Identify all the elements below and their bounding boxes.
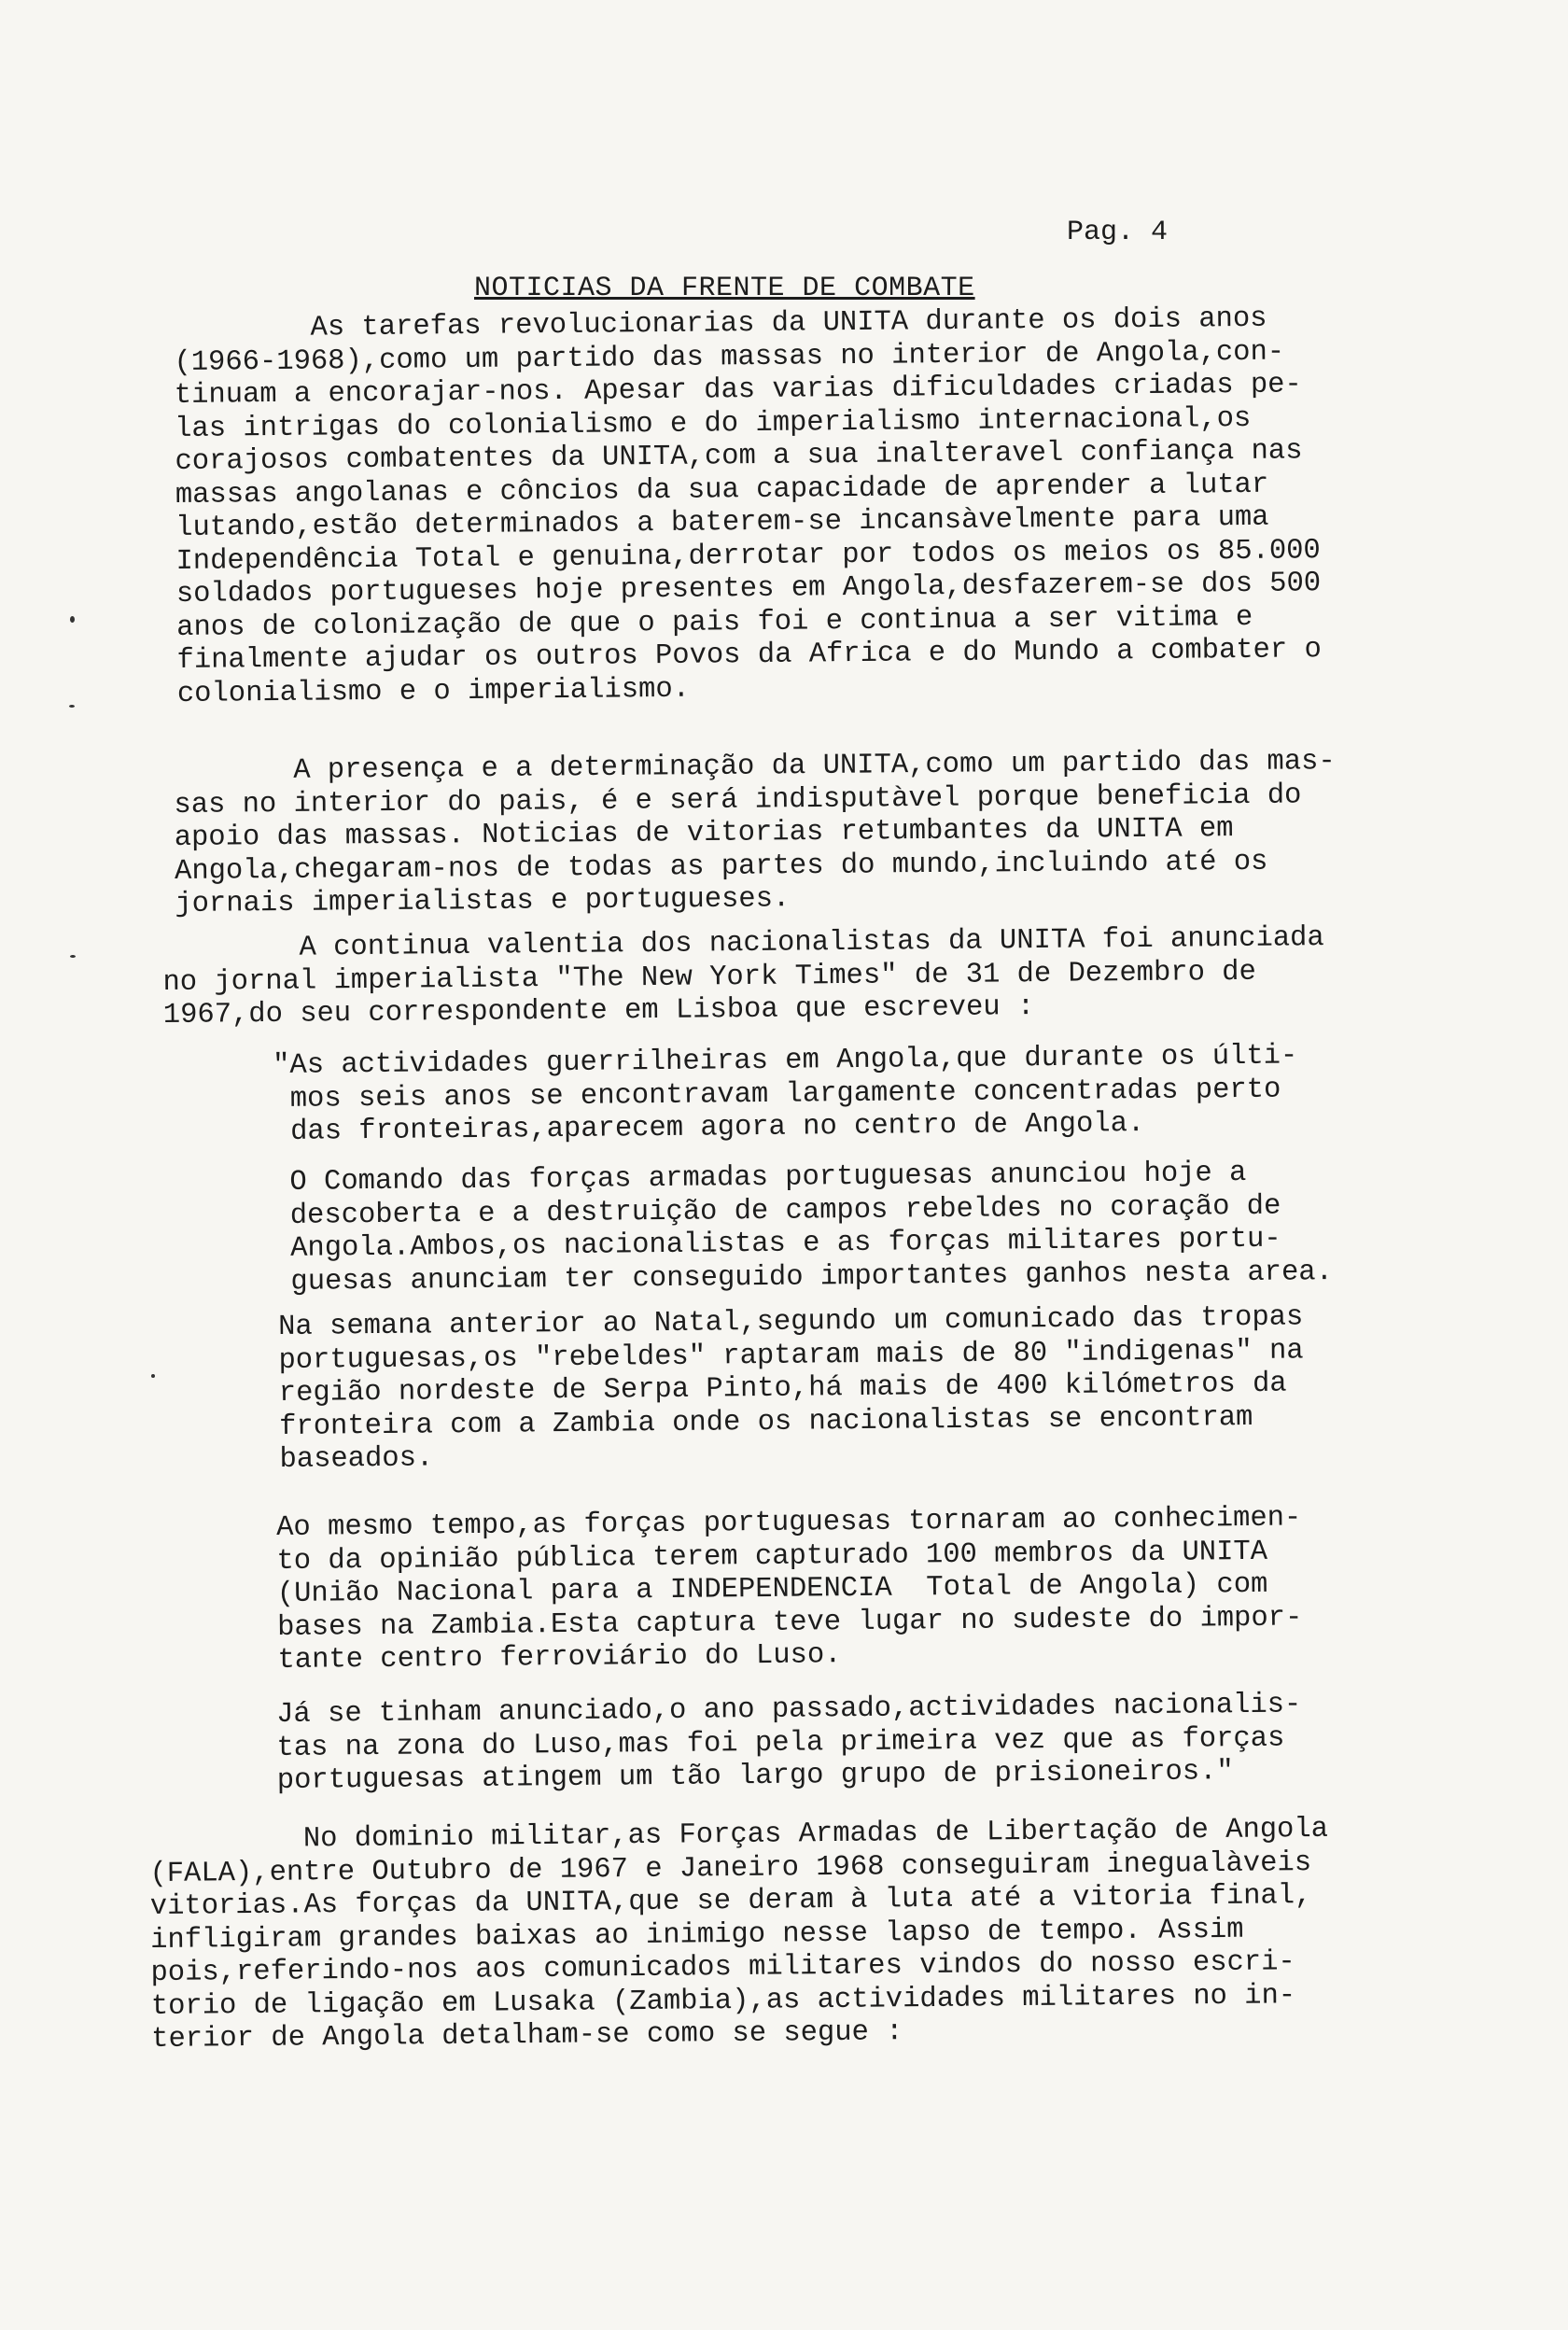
margin-mark <box>70 616 75 623</box>
text-line: finalmente ajudar os outros Povos da Africa e do Mundo a combater o <box>176 634 1322 677</box>
text-line: mos seis anos se encontravam largamente concentradas perto <box>273 1074 1281 1116</box>
text-line: corajosos combatentes da UNITA,com a sua inalteravel confiança nas <box>175 435 1303 478</box>
text-line: colonialismo e o imperialismo. <box>176 673 691 710</box>
text-line: bases na Zambia.Esta captura teve lugar no sudeste do impor- <box>277 1601 1303 1644</box>
text-line: infligiram grandes baixas ao inimigo nesse lapso de tempo. Assim <box>150 1914 1244 1957</box>
text-line: das fronteiras,aparecem agora no centro de Angola. <box>273 1108 1145 1148</box>
text-line: Na semana anterior ao Natal,segundo um comunicado das tropas <box>278 1301 1304 1343</box>
text-line: apoio das massas. Noticias de vitorias retumbantes da UNITA em <box>174 813 1234 854</box>
text-line: Ao mesmo tempo,as forças portuguesas tornaram ao conhecimen- <box>276 1502 1302 1544</box>
text-line: las intrigas do colonialismo e do imperialismo internacional,os <box>175 402 1252 445</box>
text-line: lutando,estão determinados a baterem-se incansàvelmente para uma <box>175 501 1269 544</box>
text-line: pois,referindo-nos aos comunicados militares vindos do nosso escri- <box>150 1946 1295 1989</box>
text-line: 1967,do seu correspondente em Lisboa que escreveu : <box>162 991 1035 1032</box>
margin-mark <box>69 705 75 708</box>
text-line: descoberta e a destruição de campos rebeldes no coração de <box>273 1190 1281 1232</box>
paragraph-intro <box>174 302 1322 711</box>
text-line: O Comando das forças armadas portuguesas anunciou hoje a <box>273 1157 1247 1199</box>
section-heading: NOTICIAS DA FRENTE DE COMBATE <box>474 273 975 304</box>
text-line: guesas anunciam ter conseguido importantes ganhos nesta area. <box>273 1256 1334 1298</box>
text-line: "As actividades guerrilheiras em Angola,que durante os últi- <box>273 1040 1298 1082</box>
text-line: região nordeste de Serpa Pinto,há mais de 400 kilómetros da <box>278 1368 1287 1410</box>
text-line: torio de ligação em Lusaka (Zambia),as actividades militares no in- <box>150 1979 1296 2023</box>
text-line: Angola.Ambos,os nacionalistas e as forças militares portu- <box>273 1223 1281 1265</box>
text-line: tante centro ferroviário do Luso. <box>277 1639 842 1677</box>
margin-mark <box>70 955 76 958</box>
text-line: (FALA),entre Outubro de 1967 e Janeiro 1968 conseguiram inegualàveis <box>149 1846 1312 1890</box>
text-line: terior de Angola detalham-se como se segue : <box>151 2016 903 2056</box>
paragraph-presence <box>174 746 1337 921</box>
quote-paragraph-1 <box>273 1040 1298 1149</box>
text-line: jornais imperialistas e portugueses. <box>175 883 791 920</box>
margin-mark <box>151 1374 155 1378</box>
text-line: Independência Total e genuina,derrotar por todos os meios os 85.000 <box>175 534 1321 578</box>
page-number: Pag. 4 <box>1067 217 1169 248</box>
text-line: A continua valentia dos nacionalistas da UNITA foi anunciada <box>162 922 1324 965</box>
paragraph-nyt-intro <box>162 922 1325 1032</box>
text-line: (União Nacional para a INDEPENDENCIA Total de Angola) com <box>276 1568 1268 1610</box>
text-line: soldados portugueses hoje presentes em Angola,desfazerem-se dos 500 <box>175 568 1322 611</box>
text-line: vitorias.As forças da UNITA,que se deram à luta até a vitoria final, <box>149 1880 1312 1923</box>
text-line: portuguesas atingem um tão largo grupo de prisioneiros." <box>276 1756 1234 1797</box>
text-line: anos de colonização de que o pais foi e continua a ser vitima e <box>176 601 1253 644</box>
quote-paragraph-2 <box>273 1157 1333 1299</box>
text-line: Já se tinham anunciado,o ano passado,actividades nacionalis- <box>276 1689 1302 1731</box>
paragraph-military <box>149 1814 1330 2057</box>
text-line: As tarefas revolucionarias da UNITA durante os dois anos <box>174 302 1267 345</box>
text-line: baseados. <box>279 1442 434 1476</box>
quote-paragraph-5 <box>276 1689 1302 1798</box>
text-line: tas na zona do Luso,mas foi pela primeira vez que as forças <box>276 1722 1285 1764</box>
quote-paragraph-4 <box>276 1502 1303 1677</box>
text-line: no jornal imperialista "The New York Times" de 31 de Dezembro de <box>162 956 1257 999</box>
text-line: (1966-1968),como um partido das massas no interior de Angola,con- <box>174 336 1285 379</box>
text-line: portuguesas,os "rebeldes" raptaram mais de 80 "indigenas" na <box>278 1334 1304 1377</box>
text-line: Angola,chegaram-nos de todas as partes do mundo,incluindo até os <box>174 846 1268 888</box>
quote-paragraph-3 <box>278 1301 1305 1477</box>
text-line: to da opinião pública terem capturado 100 membros da UNITA <box>276 1536 1268 1578</box>
text-line: fronteira com a Zambia onde os nacionalistas se encontram <box>279 1401 1253 1443</box>
text-line: massas angolanas e côncios da sua capacidade de aprender a lutar <box>175 469 1269 512</box>
text-line: tinuam a encorajar-nos. Apesar das varias dificuldades criadas pe- <box>174 369 1302 412</box>
text-line: A presença e a determinação da UNITA,como um partido das mas- <box>174 746 1336 788</box>
text-line: sas no interior do pais, é e será indisputàvel porque beneficia do <box>174 779 1302 821</box>
text-line: No dominio militar,as Forças Armadas de Libertação de Angola <box>149 1813 1329 1857</box>
